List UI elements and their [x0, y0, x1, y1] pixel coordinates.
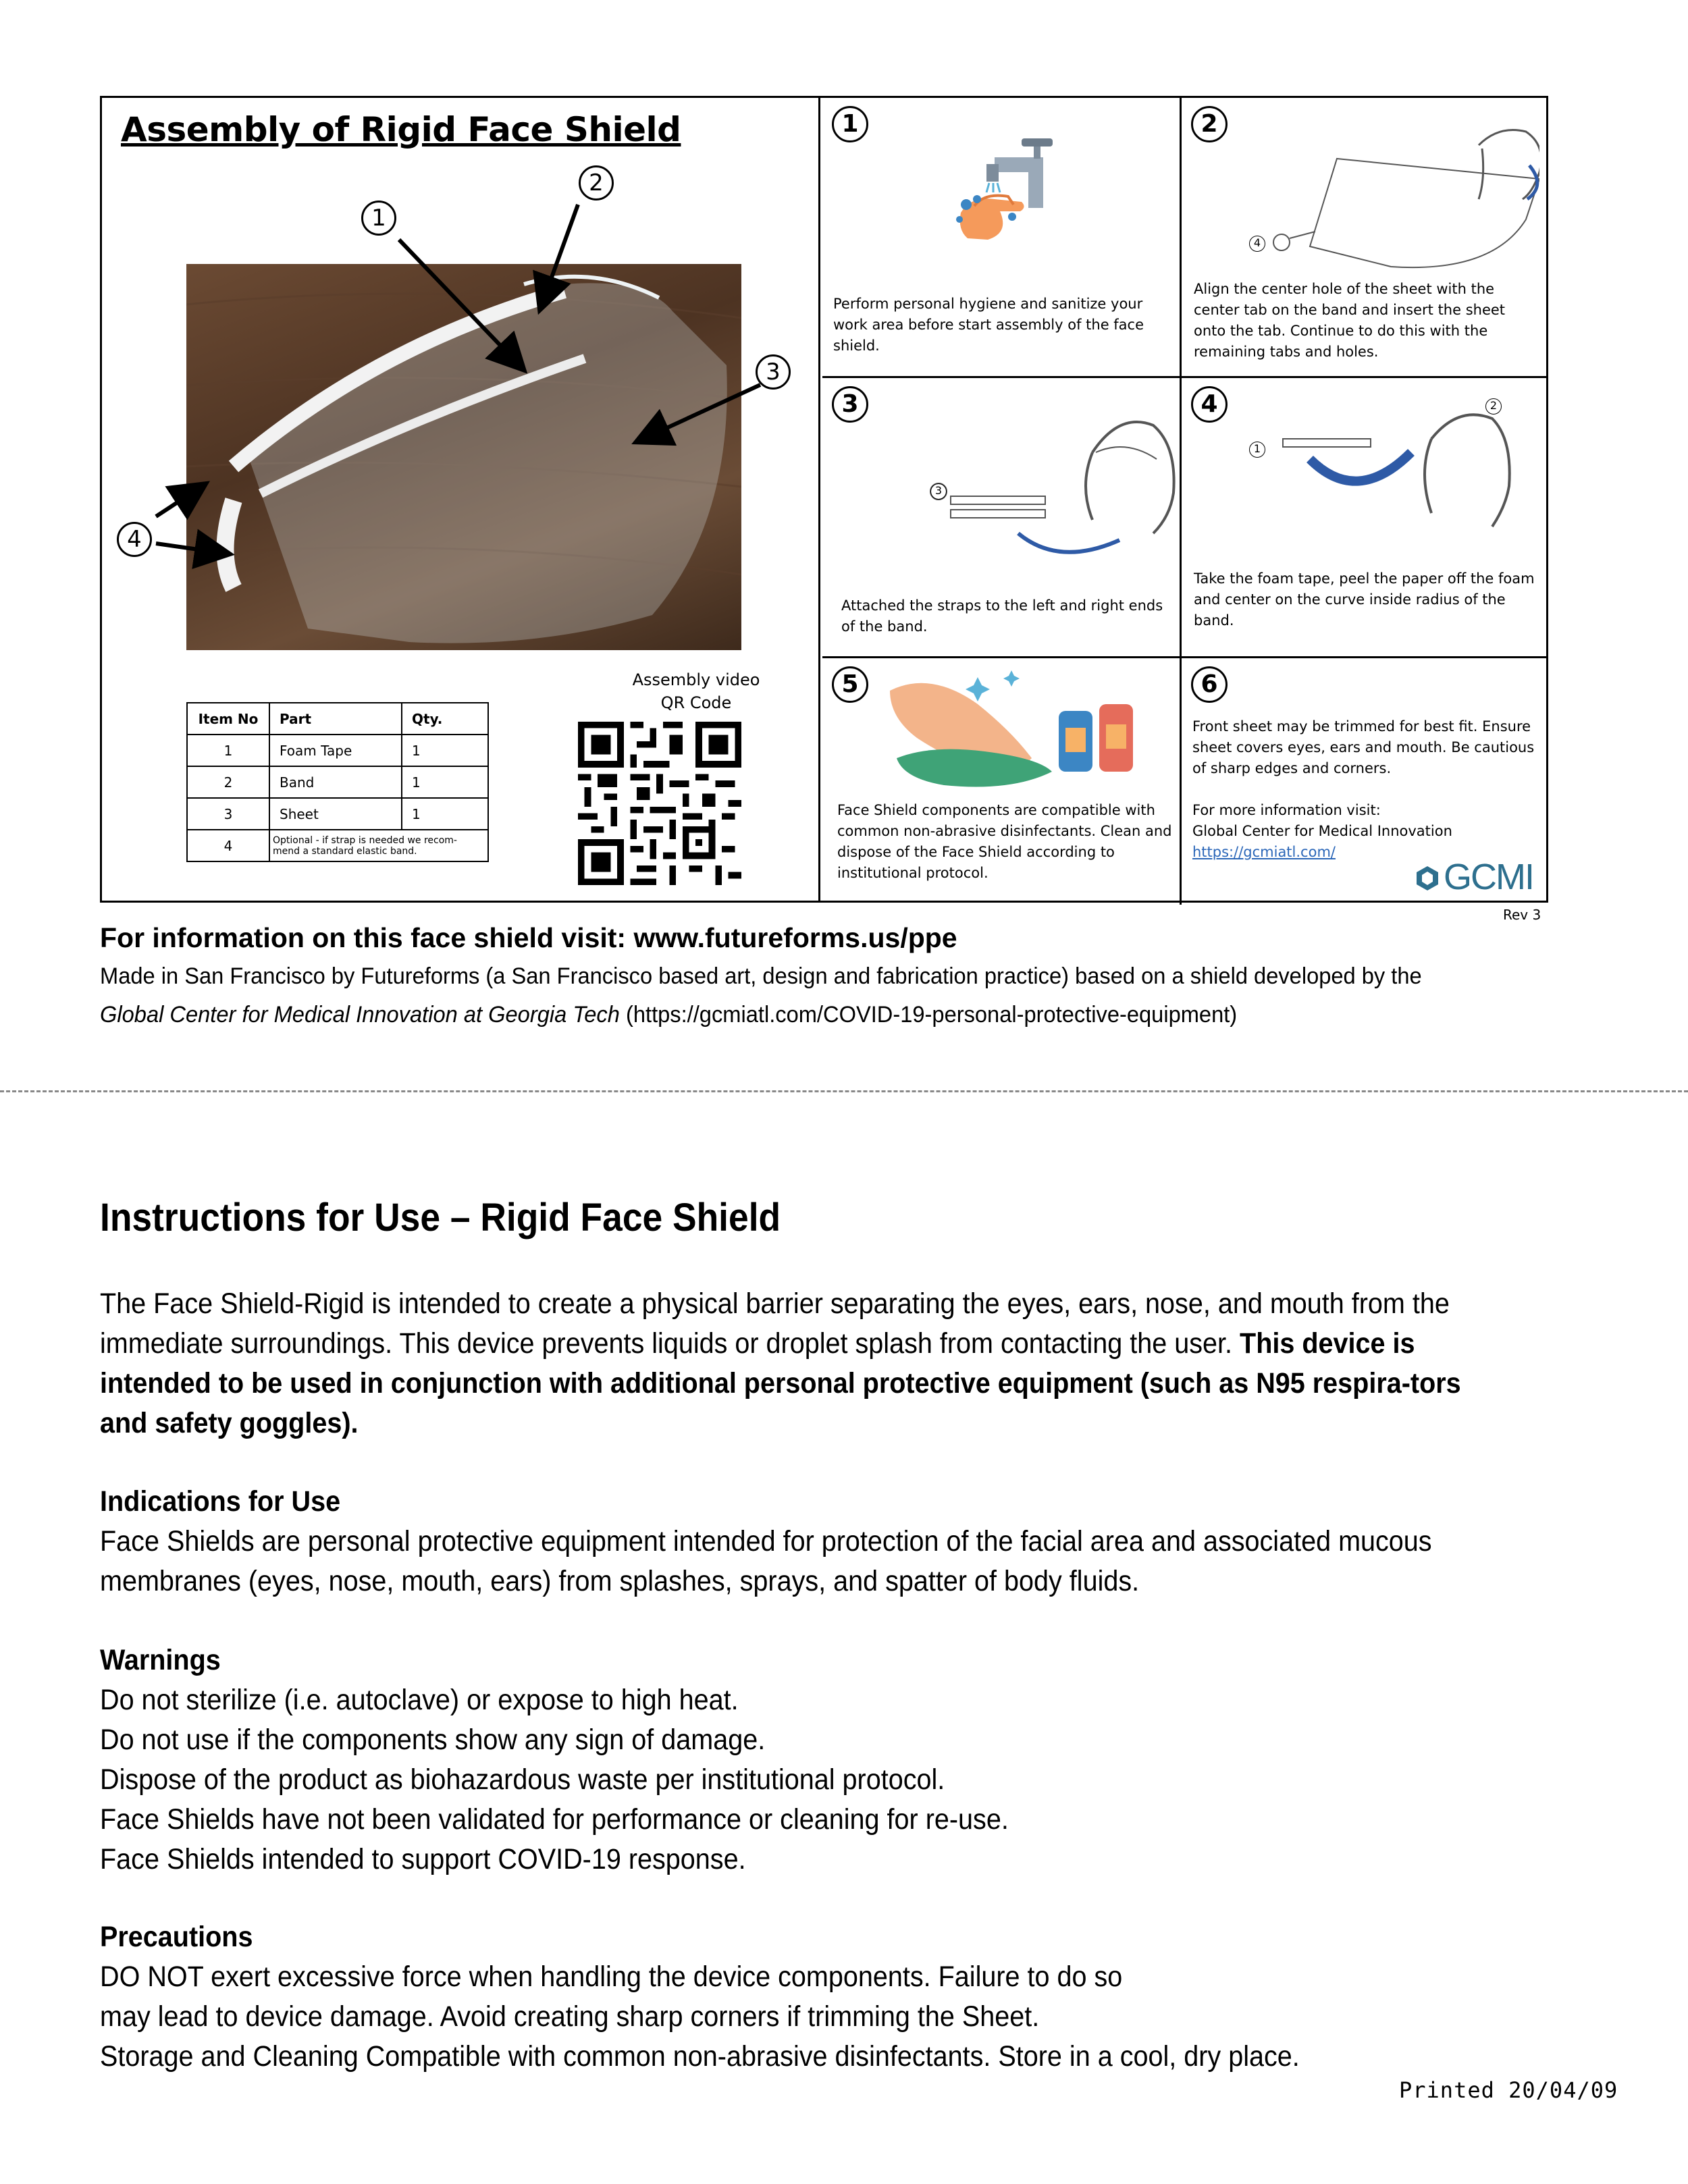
column-header: Item No	[187, 703, 269, 735]
table-cell: 1	[402, 798, 488, 830]
gcmi-link[interactable]: https://gcmiatl.com/	[1192, 844, 1336, 860]
step-4	[1182, 378, 1548, 658]
assembly-title: Assembly of Rigid Face Shield	[121, 110, 681, 149]
precaution-line: Storage and Cleaning Compatible with common non-abrasive disinfectants. Store in a cool, dry place.	[100, 2040, 1300, 2073]
table-header-row	[187, 703, 488, 735]
precaution-line: may lead to device damage. Avoid creating sharp corners if trimming the Sheet.	[100, 2000, 1040, 2033]
precautions-section	[100, 1917, 1467, 2077]
table-row	[187, 830, 488, 861]
diagram-label: 2	[1485, 398, 1502, 415]
callout-3: 3	[756, 354, 791, 390]
qr-caption	[575, 668, 818, 714]
table-cell: Optional - if strap is needed we recom- mend a standard elastic band.	[269, 830, 488, 861]
callout-1: 1	[361, 201, 396, 236]
more-info-org: Global Center for Medical Innovation	[1192, 823, 1452, 839]
step-5	[822, 658, 1182, 905]
gcmi-logo	[1414, 856, 1533, 898]
precautions-heading: Precautions	[100, 1921, 253, 1953]
foam-tape-diagram	[1236, 398, 1546, 547]
step-2	[1182, 98, 1548, 378]
table-cell: 3	[187, 798, 269, 830]
step-text: Perform personal hygiene and sanitize your work area before start assembly of the face shield.	[833, 296, 1144, 354]
gcmi-logo-text: GCMI	[1444, 857, 1533, 897]
callout-4: 4	[117, 522, 152, 557]
assembly-left-column	[102, 98, 820, 901]
indications-heading: Indications for Use	[100, 1485, 341, 1518]
step-number: 3	[832, 386, 868, 423]
table-cell: 1	[187, 735, 269, 766]
indications-text: Face Shields are personal protective equipment intended for protection of the facial area and associated mucous membranes (eyes, nose, mouth, ears) from splashes, sprays, and spatter of body fluids.	[100, 1525, 1432, 1597]
ifu-title: Instructions for Use – Rigid Face Shield	[100, 1196, 781, 1240]
table-row	[187, 766, 488, 798]
sheet-insertion-diagram	[1256, 118, 1539, 273]
column-header: Qty.	[402, 703, 488, 735]
step-text: Align the center hole of the sheet with the center tab on the band and insert the sheet onto the tab. Continue to do this with the remaining tabs and holes.	[1194, 281, 1506, 360]
warning-item: Face Shields intended to support COVID-19 response.	[100, 1843, 746, 1875]
warning-item: Do not sterilize (i.e. autoclave) or expose to high heat.	[100, 1684, 739, 1716]
assembly-panel	[100, 96, 1548, 903]
indications-section	[100, 1482, 1467, 1601]
callout-2: 2	[579, 165, 614, 201]
qr-caption-line: Assembly video	[632, 670, 760, 689]
table-cell: 1	[402, 735, 488, 766]
more-info-label: For more information visit:	[1192, 802, 1381, 818]
table-cell: Sheet	[269, 798, 402, 830]
warning-item: Dispose of the product as biohazardous waste per institutional protocol.	[100, 1763, 945, 1796]
table-cell: Foam Tape	[269, 735, 402, 766]
gcmi-mark-icon	[1414, 865, 1441, 892]
step-6	[1182, 658, 1548, 905]
ifu-intro	[100, 1284, 1467, 1443]
made-in-italic: Global Center for Medical Innovation at Georgia Tech	[100, 1002, 620, 1028]
column-header: Part	[269, 703, 402, 735]
table-cell: 4	[187, 830, 269, 861]
step-1	[822, 98, 1182, 378]
step-number: 5	[832, 666, 868, 703]
table-row	[187, 735, 488, 766]
assembly-steps	[822, 98, 1548, 901]
intro-bold-text: This device is intended to be used in conjunction with additional personal protective equipment (such as N95 respira-tors and safety goggles).	[100, 1327, 1461, 1439]
diagram-label: 3	[930, 483, 947, 500]
warning-item: Face Shields have not been validated for performance or cleaning for re-use.	[100, 1803, 1009, 1836]
warning-item: Do not use if the components show any sign of damage.	[100, 1724, 766, 1756]
intro-text: The Face Shield-Rigid is intended to create a physical barrier separating the eyes, ears, nose, and mouth from the immediate surroundings. This device prevents liquids or droplet splash from contacting the user.	[100, 1287, 1450, 1360]
info-heading: For information on this face shield visit: www.futureforms.us/ppe	[100, 922, 957, 953]
step-text: Front sheet may be trimmed for best fit. Ensure sheet covers eyes, ears and mouth. Be cautious of sharp edges and corners.	[1192, 718, 1535, 776]
qr-code-icon[interactable]	[578, 722, 741, 885]
more-info-block	[1192, 800, 1544, 863]
warnings-section	[100, 1641, 1467, 1880]
parts-table	[186, 702, 489, 862]
table-cell: 1	[402, 766, 488, 798]
warnings-heading: Warnings	[100, 1644, 221, 1676]
hand-washing-icon	[947, 132, 1082, 246]
made-in-paragraph	[100, 957, 1526, 1034]
table-row	[187, 798, 488, 830]
step-number: 4	[1191, 386, 1228, 423]
step-text: Face Shield components are compatible with common non-abrasive disinfectants. Clean and dispose of the Face Shield according to institutional protocol.	[837, 802, 1172, 881]
table-cell: Band	[269, 766, 402, 798]
step-number: 1	[832, 106, 868, 142]
strap-attachment-diagram	[924, 398, 1180, 567]
diagram-label: 1	[1249, 442, 1265, 458]
step-3	[822, 378, 1182, 658]
revision-label: Rev 3	[1503, 907, 1541, 923]
made-in-url: (https://gcmiatl.com/COVID-19-personal-protective-equipment)	[619, 1002, 1238, 1028]
disinfectant-cleaning-icon	[876, 664, 1160, 792]
step-text: Attached the straps to the left and right ends of the band.	[841, 597, 1163, 635]
diagram-label: 4	[1249, 236, 1265, 252]
made-in-text: Made in San Francisco by Futureforms (a San Francisco based art, design and fabrication practice) based on a shield developed by the	[100, 963, 1422, 989]
cut-line-divider	[0, 1090, 1688, 1092]
precaution-line: DO NOT exert excessive force when handling the device components. Failure to do so	[100, 1961, 1123, 1993]
printed-date: Printed 20/04/09	[1399, 2077, 1618, 2103]
qr-caption-line: QR Code	[660, 693, 732, 712]
step-number: 2	[1191, 106, 1228, 142]
step-text: Take the foam tape, peel the paper off the foam and center on the curve inside radius of the band.	[1194, 570, 1535, 629]
table-cell: 2	[187, 766, 269, 798]
step-number: 6	[1191, 666, 1228, 703]
